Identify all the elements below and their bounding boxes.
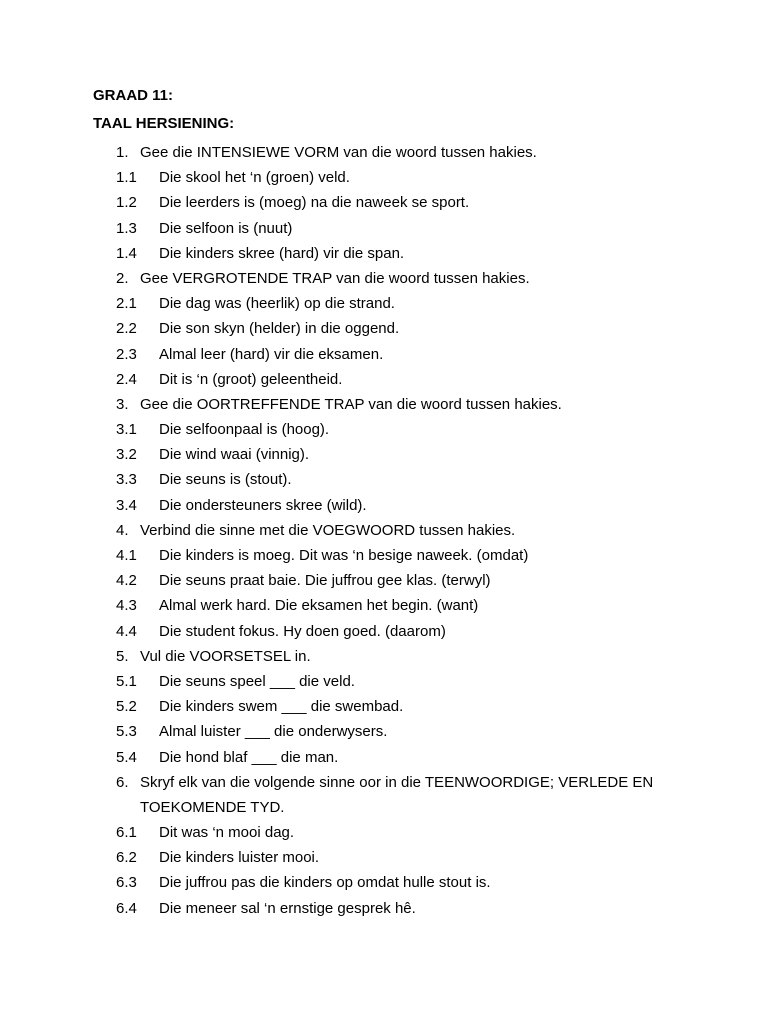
- question-heading: [0, 518, 768, 543]
- question-item: [0, 845, 768, 870]
- item-number: 6.3: [116, 874, 137, 892]
- question-item: [0, 165, 768, 190]
- item-text: Die skool het ‘n (groen) veld.: [159, 169, 350, 187]
- item-number: 4.1: [116, 547, 137, 564]
- question-heading-continuation: [0, 795, 768, 820]
- item-number: 1.2: [116, 194, 137, 212]
- item-text: Die seuns speel ___ die veld.: [159, 672, 355, 690]
- question-item: [0, 669, 768, 694]
- question-item: [0, 694, 768, 719]
- item-number: 3.: [116, 395, 129, 413]
- question-heading: [0, 644, 768, 669]
- item-text: Die meneer sal ‘n ernstige gesprek hê.: [159, 899, 416, 917]
- question-heading: [0, 392, 768, 417]
- item-number: 1.4: [116, 244, 137, 262]
- item-number: 6.: [116, 773, 129, 791]
- item-text: Die selfoonpaal is (hoog).: [159, 421, 330, 439]
- item-number: 3.4: [116, 496, 137, 514]
- question-item: [0, 367, 768, 392]
- item-text: Die dag was (heerlik) op die strand.: [159, 295, 395, 313]
- item-text: TOEKOMENDE TYD.: [140, 798, 285, 816]
- item-number: 5.1: [116, 672, 137, 690]
- item-text: Die leerders is (moeg) na die naweek se sport.: [159, 194, 470, 212]
- item-number: 6.2: [116, 849, 137, 867]
- item-number: 5.3: [116, 723, 137, 741]
- item-text: Die hond blaf ___ die man.: [159, 748, 339, 766]
- item-number: 4.: [116, 521, 129, 539]
- question-heading: [0, 266, 768, 291]
- question-item: [0, 216, 768, 241]
- item-text: Almal werk hard. Die eksamen het begin. (want): [159, 597, 479, 615]
- item-number: 3.1: [116, 421, 137, 439]
- item-number: 5.2: [116, 698, 137, 716]
- item-text: Dit is ‘n (groot) geleentheid.: [159, 370, 343, 388]
- item-text: Verbind die sinne met die VOEGWOORD tussen hakies.: [140, 521, 516, 539]
- question-item: [0, 442, 768, 467]
- question-item: [0, 543, 768, 568]
- item-text: Die wind waai (vinnig).: [159, 446, 310, 464]
- item-number: 5.4: [116, 748, 137, 766]
- item-text: Skryf elk van die volgende sinne oor in die TEENWOORDIGE; VERLEDE EN: [140, 773, 654, 791]
- item-text: Die seuns is (stout).: [159, 471, 292, 489]
- item-text: Almal luister ___ die onderwysers.: [159, 723, 388, 741]
- item-number: 2.3: [116, 345, 137, 363]
- question-item: [0, 291, 768, 316]
- item-text: Die kinders luister mooi.: [159, 849, 320, 867]
- item-text: Die kinders is moeg. Dit was ‘n besige naweek. (omdat): [159, 547, 529, 564]
- question-item: [0, 190, 768, 215]
- question-item: [0, 896, 768, 921]
- question-item: [0, 417, 768, 442]
- question-item: [0, 820, 768, 845]
- question-item: [0, 619, 768, 644]
- item-text: Gee die INTENSIEWE VORM van die woord tussen hakies.: [140, 144, 537, 161]
- item-text: Die son skyn (helder) in die oggend.: [159, 320, 400, 338]
- question-item: [0, 342, 768, 367]
- item-number: 2.2: [116, 320, 137, 338]
- item-number: 4.3: [116, 597, 137, 615]
- question-item: [0, 593, 768, 618]
- item-number: 6.1: [116, 824, 137, 842]
- item-text: Die student fokus. Hy doen goed. (daarom): [159, 622, 446, 640]
- item-text: Die juffrou pas die kinders op omdat hulle stout is.: [159, 874, 491, 892]
- item-number: 1.3: [116, 219, 137, 237]
- item-text: Dit was ‘n mooi dag.: [159, 824, 295, 842]
- question-heading: [0, 770, 768, 795]
- question-item: [0, 241, 768, 266]
- question-heading: [0, 140, 768, 165]
- item-text: Gee die OORTREFFENDE TRAP van die woord tussen hakies.: [140, 395, 562, 413]
- item-text: Almal leer (hard) vir die eksamen.: [159, 345, 384, 363]
- item-text: Die kinders skree (hard) vir die span.: [159, 244, 405, 262]
- item-number: 3.2: [116, 446, 137, 464]
- question-item: [0, 493, 768, 518]
- question-item: [0, 719, 768, 744]
- item-number: 1.: [116, 144, 129, 161]
- item-text: Die seuns praat baie. Die juffrou gee klas. (terwyl): [159, 572, 491, 590]
- item-text: Die ondersteuners skree (wild).: [159, 496, 367, 514]
- question-item: [0, 745, 768, 770]
- question-item: [0, 870, 768, 895]
- item-number: 5.: [116, 647, 129, 665]
- question-item: [0, 568, 768, 593]
- document-title: TAAL HERSIENING:: [93, 115, 235, 132]
- item-number: 2.1: [116, 295, 137, 313]
- item-number: 4.2: [116, 572, 137, 590]
- item-text: Vul die VOORSETSEL in.: [140, 647, 311, 665]
- item-number: 1.1: [116, 169, 137, 187]
- item-number: 6.4: [116, 899, 137, 917]
- question-item: [0, 316, 768, 341]
- item-number: 2.4: [116, 370, 137, 388]
- item-number: 2.: [116, 269, 129, 287]
- grade-heading: GRAAD 11:: [93, 87, 174, 104]
- item-text: Die selfoon is (nuut): [159, 219, 293, 237]
- item-text: Die kinders swem ___ die swembad.: [159, 698, 404, 716]
- item-text: Gee VERGROTENDE TRAP van die woord tussen hakies.: [140, 269, 530, 287]
- question-list: [0, 140, 768, 921]
- question-item: [0, 467, 768, 492]
- item-number: 3.3: [116, 471, 137, 489]
- item-number: 4.4: [116, 622, 137, 640]
